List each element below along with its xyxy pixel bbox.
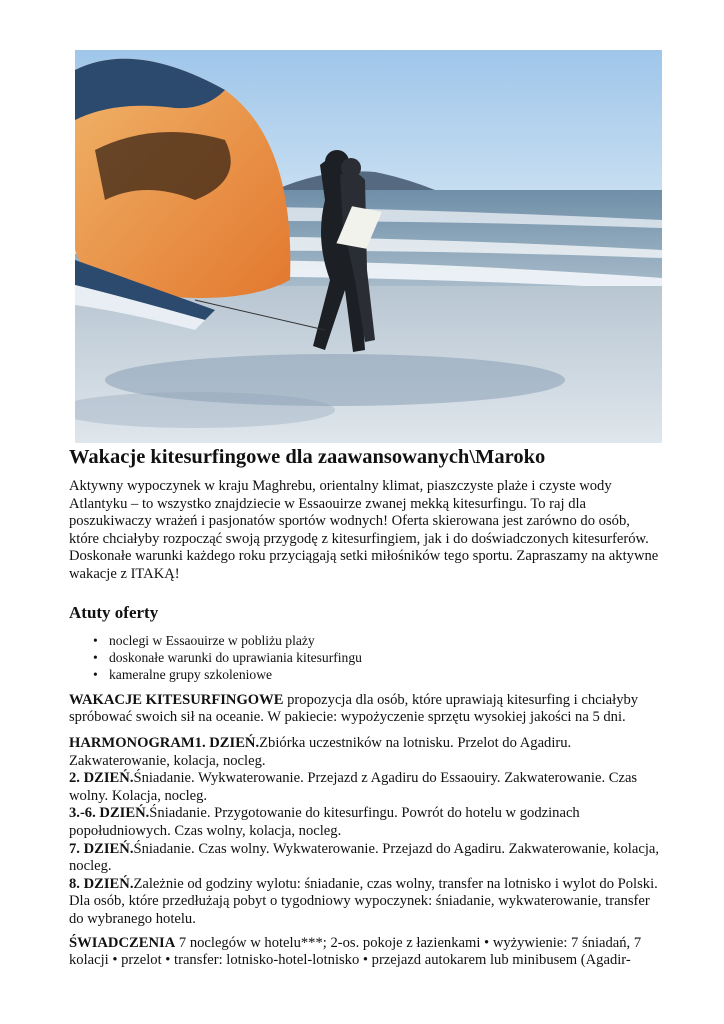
offer-paragraph [69, 692, 659, 727]
benefits-paragraph [69, 935, 659, 970]
day-label: 8. DZIEŃ. [69, 875, 134, 892]
day-text: Zależnie od godziny wylotu: śniadanie, czas wolny, transfer na lotnisko i wylot do Polski. Dla osób, które przedłużają pobyt o tygodniowy wypoczynek: śniadanie, wykwaterowanie, transfer do wybranego hotelu. [69, 875, 658, 927]
kitesurfers-beach-photo [75, 50, 662, 443]
day-label: 7. DZIEŃ. [69, 840, 134, 857]
advantages-list [69, 632, 659, 684]
day-text: Zbiórka uczestników na lotnisku. Przelot do Agadiru. Zakwaterowanie, kolacja, nocleg. [69, 734, 572, 769]
header-photo [75, 50, 662, 443]
day-text: Śniadanie. Wykwaterowanie. Przejazd z Agadiru do Essaouiry. Zakwaterowanie. Czas wolny. Kolacja, nocleg. [69, 770, 638, 804]
program-section [69, 735, 659, 929]
document-content [69, 444, 659, 970]
day-label: 3.-6. DZIEŃ. [69, 805, 150, 822]
program-day [69, 735, 659, 770]
list-item: • noclegi w Essaouirze w pobliżu plaży [93, 632, 659, 649]
benefits-label: ŚWIADCZENIA [69, 934, 176, 951]
list-item: • kameralne grupy szkoleniowe [93, 666, 659, 683]
program-day [69, 876, 659, 929]
day-label: HARMONOGRAM1. DZIEŃ. [69, 734, 260, 751]
day-text: Śniadanie. Czas wolny. Wykwaterowanie. Przejazd do Agadiru. Zakwaterowanie, kolacja, nocleg. [69, 840, 659, 875]
day-text: Śniadanie. Przygotowanie do kitesurfingu. Powrót do hotelu w godzinach popołudniowych. Czas wolny, kolacja, nocleg. [69, 805, 580, 839]
page-title: Wakacje kitesurfingowe dla zaawansowanych\Maroko [69, 446, 546, 468]
program-day [69, 841, 659, 876]
program-day [69, 805, 659, 840]
program-day [69, 770, 659, 805]
list-item: • doskonałe warunki do uprawiania kitesurfingu [93, 649, 659, 666]
offer-text: propozycja dla osób, które uprawiają kitesurfing i chciałyby spróbować swoich sił na oceanie. W pakiecie: wypożyczenie sprzętu wysokiej jakości na 5 dni. [69, 691, 639, 726]
offer-label: WAKACJE KITESURFINGOWE [69, 691, 284, 708]
intro-paragraph: Aktywny wypoczynek w kraju Maghrebu, orientalny klimat, piaszczyste plaże i czyste wody Atlantyku – to wszystko znajdziecie w Essaouirze zwanej mekką kitesurfingu. To raj dla poszukiwaczy wrażeń i pasjonatów sportów wodnych! Oferta skierowana jest zarówno do osób, które chciałyby rozpocząć swoją przygodę z kitesurfingiem, jak i do doświadczonych kitesurferów. Doskonałe warunki każdego roku przyciągają setki miłośników tego sportu. Zapraszamy na aktywne wakacje z ITAKĄ! [69, 478, 659, 582]
advantages-heading: Atuty oferty [69, 602, 159, 622]
benefits-text: 7 noclegów w hotelu***; 2-os. pokoje z łazienkami • wyżywienie: 7 śniadań, 7 kolacji • przelot • transfer: lotnisko-hotel-lotnisko • przejazd autokarem lub minibusem (Agadir- [69, 934, 642, 969]
day-label: 2. DZIEŃ. [69, 770, 134, 787]
